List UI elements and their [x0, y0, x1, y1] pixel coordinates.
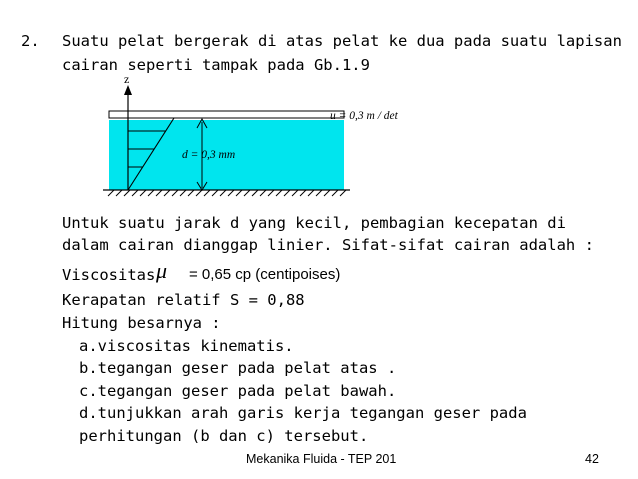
item-d: d.tunjukkan arah garis kerja tegangan geser pada — [79, 404, 527, 422]
item-d-continued: perhitungan (b dan c) tersebut. — [79, 427, 369, 445]
z-axis-label: z — [124, 72, 130, 86]
viscosity-symbol: μ — [156, 258, 168, 283]
item-c: c.tegangan geser pada pelat bawah. — [79, 382, 397, 400]
gap-label: d = 0,3 mm — [182, 149, 236, 161]
body-line-1: Untuk suatu jarak d yang kecil, pembagian kecepatan di — [62, 214, 566, 232]
item-b: b.tegangan geser pada pelat atas . — [79, 359, 397, 377]
bottom-plate-hatching — [108, 190, 346, 196]
body-line-2: dalam cairan dianggap linier. Sifat-sifat cairan adalah : — [62, 236, 594, 254]
density-line: Kerapatan relatif S = 0,88 — [62, 291, 305, 309]
footer-course: Mekanika Fluida - TEP 201 — [246, 452, 397, 466]
problem-intro-line-1: Suatu pelat bergerak di atas pelat ke dua pada suatu lapisan — [62, 32, 622, 50]
item-a: a.viscositas kinematis. — [79, 337, 294, 355]
velocity-label: u = 0,3 m / det — [330, 110, 398, 122]
footer-page-number: 42 — [585, 452, 599, 466]
couette-flow-diagram — [90, 68, 450, 204]
moving-plate — [109, 111, 344, 118]
problem-number: 2. — [21, 32, 40, 50]
compute-line: Hitung besarnya : — [62, 314, 221, 332]
viscosity-label: Viscositas — [62, 266, 156, 284]
z-axis-arrowhead — [124, 85, 132, 95]
problem-intro-line-2: cairan seperti tampak pada Gb.1.9 — [62, 56, 370, 74]
viscosity-value: = 0,65 cp (centipoises) — [189, 266, 341, 283]
